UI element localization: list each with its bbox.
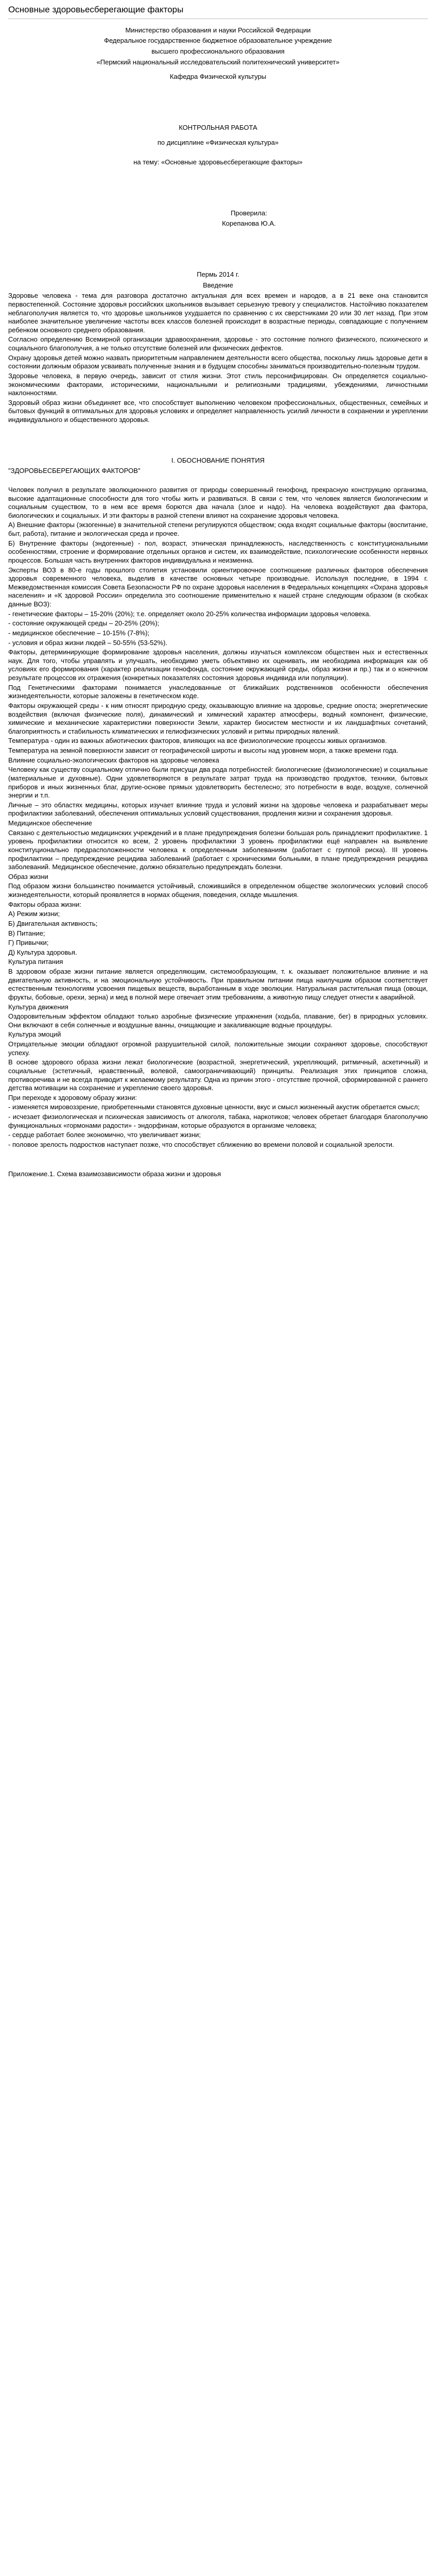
ch1-paragraph-16: Под образом жизни большинство понимается устойчивый, сложившийся в определенном обществе экологических условий способ жизнедеятельности, который проявляется в нормах общения, поведения, складе мышления. xyxy=(8,882,428,899)
ch1-paragraph-14: Связано с деятельностью медицинских учреждений и в плане предупреждения болезни большая роль принадлежит профилактике. 1 уровень профилактики относится ко всем, 2 уровень профилактики 3 уровень профилактики ещё направлен на выявление конституционально предрасположенности человека к определенным заболеваниям (работает с группой риска). III уровень профилактики – предупреждение рецидива заболеваний (работает с хроническими больными, в плане предупреждения рецидива заболеваний. Медицинское обеспечение, должно обязательно предупреждать болезни. xyxy=(8,828,428,871)
ch1-paragraph-24: В основе здорового образа жизни лежат биологические (возрастной, энергетический, укрепляющий, ритмичный, аскетичный) и социальные (эстетичный, нравственный, волевой, самоограничивающий) принципы. Реализация этих принципов сложна, противоречива и не всегда приводит к желаемому результату. Одна из причин этого - отсутствие прочной, сформированной с раннего детства мотивации на сохранение и укрепление своего здоровья. xyxy=(8,1058,428,1092)
fgbou-line-2: высшего профессионального образования xyxy=(151,47,285,55)
intro-paragraph-5: Здоровый образ жизни объединяет все, что способствует выполнению человеком профессиональных, общественных, семейных и бытовых функций в оптимальных для здоровья условиях и определяет направленность усилий личности в сохранении и укреплении индивидуального и общественного здоровья. xyxy=(8,398,428,423)
ch1-paragraph-11: Человеку как существу социальному отлично были присущи два рода потребностей: биологические (физиологические) и социальные (материальные и духовные). Одни удовлетворяются в результате затрат труда на производство продуктов, техники, бытовых приборов и иных жизненных благ, другие-основе прямых удовлетворить бестелесно; это потребности в воде, воздухе, солнечной энергии и т.п. xyxy=(8,766,428,800)
ch1-paragraph-5: Факторы, детерминирующие формирование здоровья населения, должны изучаться комплексом обществен ных и естественных наук. Для того, чтобы управлять и улучшать, необходимо уметь объективно их оценивать, им необходима информация как об условиях его формирования (характер реализации генофонда, состояние окружающей среды, образ жизни и пр.) так и о конечном результате процессов их отражения (конкретных показателях состояния здоровья индивида или популяции). xyxy=(8,648,428,682)
factor-genetic: - генетические факторы – 15-20% (20%); т.е. определяет около 20-25% количества информации здоровья человека. xyxy=(8,609,371,618)
ch1-paragraph-7: Факторы окружающей среды - к ним относят природную среду, оказывающую влияние на здоровье, средние опоста; энергетические воздействия (включая физические поля), динамический и химический характер атмосферы, водный компонент, физические, химические и механические характеристики поверхности Земли, характер биосистем местности и их ландшафтных сочетаний, благоприятность и стабильность климатических и гелиофизических условий и ритмы природных явлений. xyxy=(8,701,428,735)
list-item: Б) Двигательная активность; xyxy=(8,919,98,927)
list-item: Д) Культура здоровья. xyxy=(8,948,77,956)
intro-paragraph-2: Согласно определению Всемирной организации здравоохранения, здоровье - это состояние полного физического, психического и социального благополучия, а не только отсутствие болезней или физических дефектов. xyxy=(8,335,428,352)
department-line: Кафедра Физической культуры xyxy=(169,73,267,81)
ch1-paragraph-4: Эксперты ВОЗ в 80-е годы прошлого столетия установили ориентировочное соотношение различных факторов обеспечения здоровья современного человека, выделив в качестве основных четыре производные. Используя последние, в 1994 г. Межведомственная комиссия Совета Безопасности РФ по охране здоровья населения в Федеральных концепциях «Охрана здоровья населения» и «К здоровой России» определила это соотношение применительно к нашей стране следующим образом (в скобках данные ВОЗ): xyxy=(8,566,428,608)
discipline-line: по дисциплине «Физическая культура» xyxy=(157,138,279,146)
factor-environment: - состояние окружающей среды – 20-25% (20%); xyxy=(8,619,160,628)
ch1-subtitle-lifestyle: Образ жизни xyxy=(8,872,48,880)
teacher-name: Корепанова Ю.А. xyxy=(222,219,276,228)
factor-lifestyle: - условия и образ жизни людей – 50-55% (53-52%). xyxy=(8,638,168,647)
work-type: КОНТРОЛЬНАЯ РАБОТА xyxy=(179,123,257,131)
ch1-paragraph-3: Б) Внутренние факторы (эндогенные) - пол, возраст, этническая принадлежность, наследственность с конституциональными особенностями, строение и формирование отдельных органов и систем, их взаимодействие, психологические особенности нервных процессов. Большая часть внутренних факторов индивидуальна и неизменна. xyxy=(8,539,428,564)
factor-medical: - медицинское обеспечение – 10-15% (7-8%); xyxy=(8,629,150,637)
list-item: В) Питание; xyxy=(8,929,45,937)
ch1-paragraph-21: Оздоровительным эффектом обладают только аэробные физические упражнения (ходьба, плавание, бег) в природных условиях. Они включают в себя солнечные и воздушные ванны, очищающие и закаливающие водные процедуры. xyxy=(8,1012,428,1029)
ministry-line: Министерство образования и науки Российской Федерации xyxy=(125,26,311,34)
ch1-subtitle-social: Влияние социально-экологических факторов на здоровье человека xyxy=(8,756,219,764)
ch1-paragraph-25: При переходе к здоровому образу жизни: xyxy=(8,1093,137,1101)
fgbou-line-1: Федеральное государственное бюджетное образовательное учреждение xyxy=(104,37,332,45)
list-item: А) Режим жизни; xyxy=(8,910,60,918)
intro-heading: Введение xyxy=(203,281,233,289)
ch1-paragraph-1: Человек получил в результате эволюционного развития от природы совершенный генофонд, прекрасную конструкцию организма, высокие адаптационные способности для того чтобы жить и развиваться. В связи с тем, что человек является биологическим и социальным существом, то в нем все время борются два начала (злое и надо). На человека воздействуют два фактора, биологических и социальных. И эти факторы в разной степени влияют на сохранение здоровья человека. xyxy=(8,485,428,519)
ch1-paragraph-2: А) Внешние факторы (экзогенные) в значительной степени регулируются обществом; сюда входят социальные факторы (воспитание, быт, работа), питание и экологическая среда и прочее. xyxy=(8,521,428,537)
ch1-paragraph-6: Под Генетическими факторами понимается унаследованные от ближайших родственников особенности обеспечения жизнедеятельности, которые заложены в генетическом коде. xyxy=(8,683,428,700)
ch1-paragraph-27: - исчезает физиологическая и психическая зависимость от алкоголя, табака, наркотиков; человек обретает благодаря благополучию функциональных «гормонами радости» - эндорфинам, которые образуются в организме человека; xyxy=(8,1113,428,1129)
intro-paragraph-1: Здоровье человека - тема для разговора достаточно актуальная для всех времен и народов, а в 21 веке она становится первостепенной. Состояние здоровья российских школьников вызывает серьезную тревогу у специалистов. Настойчиво показателем неблагополучия является то, что здоровье школьников ухудшается по сравнению с их сверстниками 20 или 30 лет назад. При этом наиболее значительное увеличение частоты всех классов болезней происходит в возрастные периоды, совпадающие с получением ребенком основного среднего образования. xyxy=(8,292,428,334)
document-page xyxy=(0,4,436,2576)
ch1-subtitle-medical: Медицинское обеспечение xyxy=(8,819,92,827)
ch1-paragraph-9: Температура на земной поверхности зависит от географической широты и высоты над уровнем моря, а также времени года. xyxy=(8,747,398,754)
list-item: Г) Привычки; xyxy=(8,939,49,947)
ch1-paragraph-26: - изменяется мировоззрение, приобретенными становятся духовные ценности, вкус и смысл жизненный акустик обретается смысл; xyxy=(8,1103,420,1111)
ch1-subtitle-nutrition: Культура питания xyxy=(8,958,63,966)
ch1-paragraph-12: Личные – это областях медицины, которых изучает влияние труда и условий жизни на здоровье человека и разрабатывает меры профилактики заболеваний, обеспечения оптимальных условий существования, продления жизни и сохранения здоровья. xyxy=(8,801,428,818)
ch1-subtitle-factors: Факторы образа жизни: xyxy=(8,900,81,908)
city-year: Пермь 2014 г. xyxy=(197,270,239,278)
checked-by-label: Проверила: xyxy=(231,209,267,217)
ch1-paragraph-23: Отрицательные эмоции обладают огромной разрушительной силой, положительные эмоции сохраняют здоровье, способствуют успеху. xyxy=(8,1040,428,1057)
ch1-paragraph-8: Температура - один из важных абиотических факторов, влияющих на все физиологические процессы живых организмов. xyxy=(8,737,387,745)
intro-paragraph-4: Здоровье человека, в первую очередь, зависит от стиля жизни. Этот стиль персонифицирован. Он определяется социально-экономическими факторами, историческими, национальными и религиозными традициями, убеждениями, личностными наклонностями. xyxy=(8,371,428,397)
intro-paragraph-3: Охрану здоровья детей можно назвать приоритетным направлением деятельности всего общества, поскольку лишь здоровые дети в состоянии должным образом усваивать полученные знания и в будущем способны заниматься производительно-полезным трудом. xyxy=(8,353,428,370)
topic-line: на тему: «Основные здоровьесберегающие факторы» xyxy=(133,158,303,166)
ch1-paragraph-19: В здоровом образе жизни питание является определяющим, системообразующим, т. к. оказывает положительное влияние и на двигательную активность, и на эмоциональную устойчивость. При правильном питании пища наилучшим образом соответствует естественным технологиям усвоения пищевых веществ, выработанным в ходе эволюции. Натуральная растительная пища (овощи, фрукты, бобовые, орехи, зерна) и мед в полной мере отвечает этим требованиям, а животную пищу следует отнести к аварийной. xyxy=(8,968,428,1001)
ch1-paragraph-29: - половое зрелость подростков наступает позже, что способствует сближению во времени половой и социальной зрелости. xyxy=(8,1140,394,1148)
document-title: Основные здоровьесберегающие факторы xyxy=(8,5,184,14)
ch1-subtitle-emotions: Культура эмоций xyxy=(8,1030,61,1039)
university-line: «Пермский национальный исследовательский политехнический университет» xyxy=(96,58,340,66)
chapter-1-subheading: "ЗДОРОВЬЕСБЕРЕГАЮЩИХ ФАКТОРОВ" xyxy=(8,467,141,475)
appendix-caption: Приложение.1. Схема взаимозависимости образа жизни и здоровья xyxy=(8,1170,221,1178)
ch1-paragraph-28: - сердце работает более экономично, что увеличивает жизни; xyxy=(8,1131,201,1139)
chapter-1-heading: I. ОБОСНОВАНИЕ ПОНЯТИЯ xyxy=(171,456,265,464)
ch1-subtitle-movement: Культура движения xyxy=(8,1003,68,1011)
